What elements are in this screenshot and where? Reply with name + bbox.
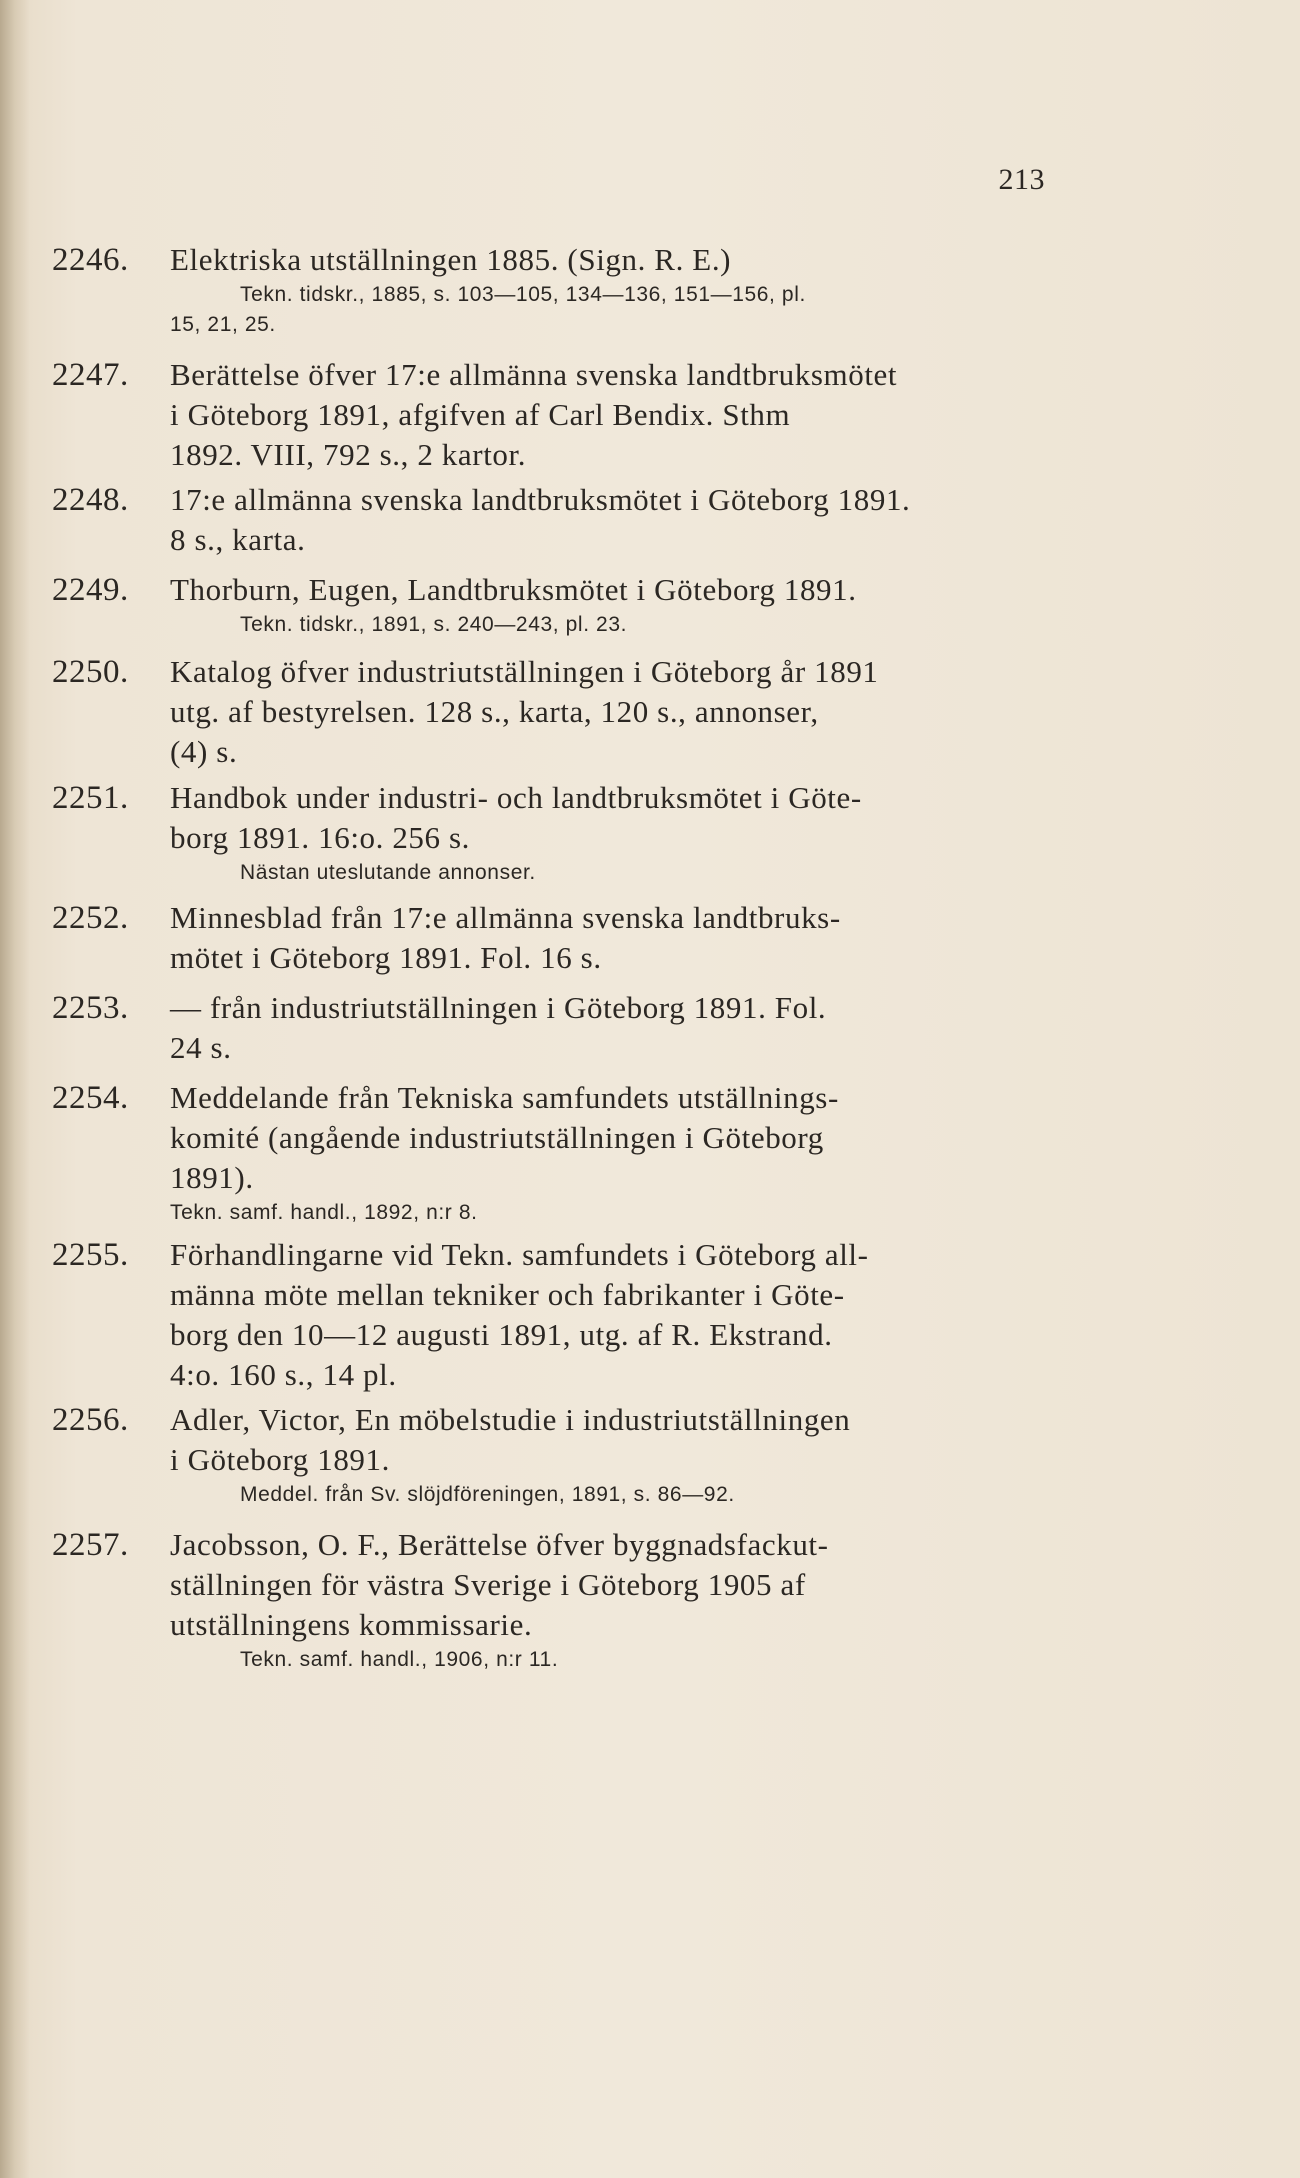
entry-note: Tekn. samf. handl., 1892, n:r 8. (170, 1201, 478, 1224)
entry-number: 2254. (52, 1080, 129, 1116)
entry-line: Elektriska utställningen 1885. (Sign. R. E.) (170, 242, 732, 277)
entry-note: Meddel. från Sv. slöjdföreningen, 1891, s. 86—92. (240, 1483, 735, 1506)
page-number: 213 (998, 163, 1045, 196)
entry-line: (4) s. (170, 734, 238, 769)
entry-text (170, 898, 1050, 978)
entry-note: Tekn. samf. handl., 1906, n:r 11. (240, 1648, 559, 1671)
book-spine-shadow (0, 0, 30, 2178)
entry-number: 2246. (52, 242, 129, 278)
entry-text (170, 652, 1050, 772)
entry-number: 2247. (52, 357, 129, 393)
entry-number: 2253. (52, 990, 129, 1026)
entry-line: Adler, Victor, En möbelstudie i industriutställningen (170, 1402, 851, 1437)
entry-line: männa möte mellan tekniker och fabrikanter i Göte- (170, 1277, 845, 1312)
entry-note: 15, 21, 25. (170, 313, 276, 336)
entry-line: komité (angående industriutställningen i Göteborg (170, 1120, 824, 1155)
entry-line: 1892. VIII, 792 s., 2 kartor. (170, 437, 527, 472)
entry-text (170, 240, 1050, 340)
entry-text (170, 1235, 1050, 1395)
entry-line: Katalog öfver industriutställningen i Göteborg år 1891 (170, 654, 879, 689)
entry-text (170, 355, 1050, 475)
entry-number: 2256. (52, 1402, 129, 1438)
entry-line: Minnesblad från 17:e allmänna svenska landtbruks- (170, 900, 841, 935)
entry-number: 2257. (52, 1527, 129, 1563)
entry-line: Berättelse öfver 17:e allmänna svenska landtbruksmötet (170, 357, 898, 392)
entry-text (170, 1400, 1050, 1510)
entry-line: — från industriutställningen i Göteborg 1891. Fol. (170, 990, 827, 1025)
entry-line: borg den 10—12 augusti 1891, utg. af R. Ekstrand. (170, 1317, 833, 1352)
entry-line: 8 s., karta. (170, 522, 306, 557)
entry-line: ställningen för västra Sverige i Göteborg 1905 af (170, 1567, 806, 1602)
entry-line: Meddelande från Tekniska samfundets utställnings- (170, 1080, 839, 1115)
entry-note: Nästan uteslutande annonser. (240, 861, 536, 884)
entry-number: 2248. (52, 482, 129, 518)
entry-line: 1891). (170, 1160, 254, 1195)
entry-text (170, 570, 1050, 640)
entry-line: Förhandlingarne vid Tekn. samfundets i Göteborg all- (170, 1237, 869, 1272)
entry-line: Handbok under industri- och landtbruksmötet i Göte- (170, 780, 862, 815)
entry-text (170, 480, 1050, 560)
entry-line: Jacobsson, O. F., Berättelse öfver byggnadsfackut- (170, 1527, 829, 1562)
entry-number: 2251. (52, 780, 129, 816)
entry-number: 2252. (52, 900, 129, 936)
entry-line: utg. af bestyrelsen. 128 s., karta, 120 s., annonser, (170, 694, 819, 729)
entry-text (170, 988, 1050, 1068)
entry-text (170, 778, 1050, 888)
entry-line: i Göteborg 1891, afgifven af Carl Bendix. Sthm (170, 397, 791, 432)
entry-number: 2249. (52, 572, 129, 608)
entry-number: 2250. (52, 654, 129, 690)
entry-line: utställningens kommissarie. (170, 1607, 533, 1642)
entry-line: borg 1891. 16:o. 256 s. (170, 820, 470, 855)
entry-line: 4:o. 160 s., 14 pl. (170, 1357, 397, 1392)
entry-line: i Göteborg 1891. (170, 1442, 390, 1477)
entry-text (170, 1525, 1050, 1675)
entry-line: 17:e allmänna svenska landtbruksmötet i Göteborg 1891. (170, 482, 911, 517)
entry-text (170, 1078, 1050, 1228)
entry-note: Tekn. tidskr., 1891, s. 240—243, pl. 23. (240, 613, 628, 636)
entry-line: Thorburn, Eugen, Landtbruksmötet i Göteborg 1891. (170, 572, 857, 607)
entry-line: mötet i Göteborg 1891. Fol. 16 s. (170, 940, 602, 975)
entry-note: Tekn. tidskr., 1885, s. 103—105, 134—136, 151—156, pl. (240, 283, 806, 306)
entry-number: 2255. (52, 1237, 129, 1273)
entry-line: 24 s. (170, 1030, 232, 1065)
